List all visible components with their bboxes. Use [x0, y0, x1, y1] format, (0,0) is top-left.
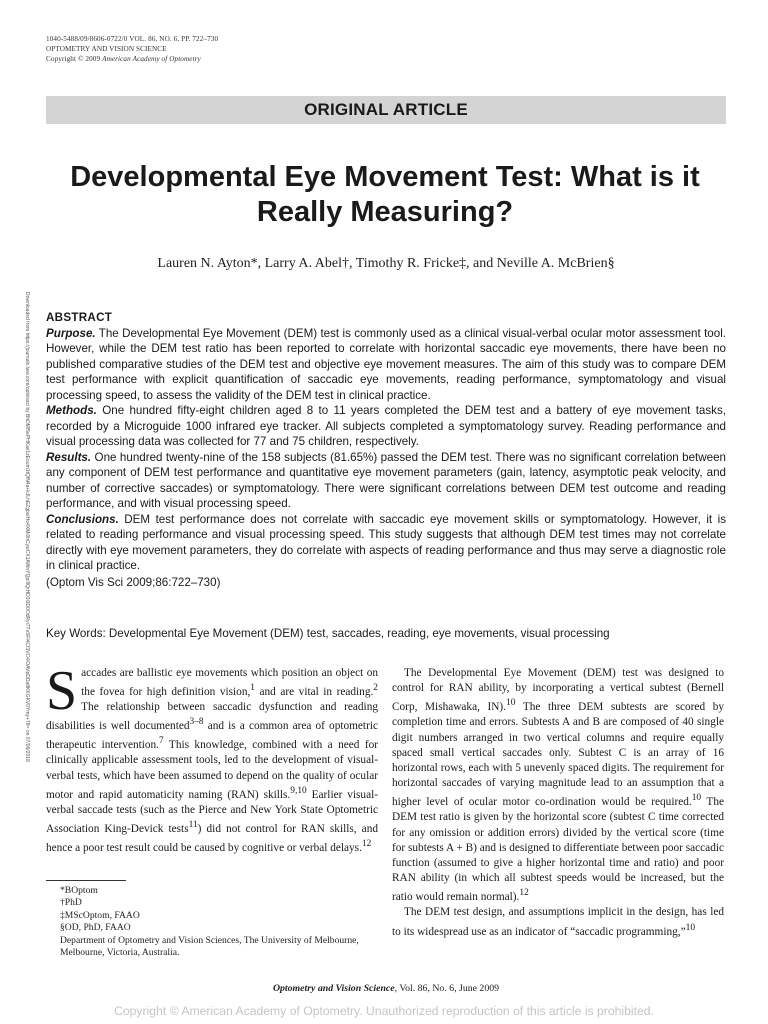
- footnote-2: †PhD: [60, 897, 82, 909]
- purpose-label: Purpose.: [46, 326, 96, 340]
- text-run: ) did not control for RAN skills, and hence a poor test result could be caused by cognitive or verbal delays.: [46, 822, 378, 854]
- article-type-label: ORIGINAL ARTICLE: [304, 100, 468, 119]
- article-title: [40, 160, 730, 230]
- text-run: accades are ballistic eye movements which position an object on the fovea for high definition vision,: [81, 667, 378, 698]
- ref-superscript: 2: [373, 683, 378, 694]
- author-list: Lauren N. Ayton*, Larry A. Abel†, Timothy R. Fricke‡, and Neville A. McBrien§: [157, 256, 615, 271]
- intro-paragraph: [46, 660, 379, 856]
- footnote-1: *BOptom: [60, 885, 98, 896]
- ref-superscript: 12: [519, 888, 529, 899]
- article-title-line1: Developmental Eye Movement Test: What is it: [70, 161, 700, 193]
- abstract: [46, 310, 726, 590]
- footer-issue: , Vol. 86, No. 6, June 2009: [394, 983, 500, 994]
- keywords: Key Words: Developmental Eye Movement (DEM) test, saccades, reading, eye movements, visual processing: [46, 627, 610, 640]
- text-run: The relationship between saccadic dysfunction and reading disabilities is well documented: [46, 701, 378, 733]
- body-left-column: [46, 660, 379, 856]
- abstract-citation: (Optom Vis Sci 2009;86:722–730): [46, 575, 221, 589]
- abstract-results: [46, 450, 726, 512]
- ref-superscript: 9,10: [290, 785, 307, 796]
- purpose-text: The Developmental Eye Movement (DEM) test is commonly used as a clinical visual-verbal ocular motor assessment tool. However, while the DEM test ratio has been reported to correlate with horizontal saccadic eye movements, there have been no published comparative studies of the DEM test and objective eye movement measures. The aim of this study was to compare DEM test performance with explicit quantification of saccadic eye movements, reading performance, symptomatology and visual processing speed, to assess the validity of the DEM test in clinical practice.: [46, 326, 726, 402]
- article-title-line2: Really Measuring?: [256, 196, 514, 228]
- footnote-4: §OD, PhD, FAAO: [60, 922, 131, 934]
- ref-superscript: 10: [685, 922, 696, 933]
- journal-header: [46, 34, 218, 64]
- footnote-rule: [46, 880, 126, 881]
- ref-superscript: 10: [691, 793, 702, 804]
- conclusions-text: DEM test performance does not correlate with saccadic eye movement skills or symptomatology. However, it is related to reading performance and visual processing speed. This study suggests that although DEM test times may not correlate directly with eye movement parameters, they do correlate with aspects of reading performance and thus may serve a diagnostic role in clinical practice.: [46, 512, 726, 572]
- page-footer: [46, 983, 726, 994]
- text-run: This knowledge, combined with a need for clinically applicable assessment tools, led to the development of visual-verbal tests, which have been assumed to depend on the quality of ocular motor and rapid automaticity naming (RAN) skills.: [46, 739, 379, 801]
- methods-label: Methods.: [46, 404, 97, 417]
- copyright-watermark: Copyright © American Academy of Optometry. Unauthorized reproduction of this article is prohibited.: [114, 1004, 654, 1018]
- text-run: Earlier visual-verbal saccade tests (such as the Pierce and New York State Optometric Association King-Devick tests: [46, 788, 378, 835]
- abstract-methods: [46, 403, 726, 450]
- ref-superscript: 11: [188, 819, 198, 830]
- text-run: and is a common area of optometric therapeutic intervention.: [46, 720, 378, 752]
- text-run: The Developmental Eye Movement (DEM) test was designed to control for RAN ability, by incorporating a vertical subtest (Bernell Corp, Mishawaka, IN).: [392, 667, 724, 714]
- text-run: The DEM test design, and assumptions implicit in the design, has led to its widespread use as an indicator of “saccadic programming,”: [392, 906, 724, 938]
- text-run: and are vital in reading.: [255, 685, 374, 698]
- results-label: Results.: [46, 450, 92, 464]
- dem-paragraph: [392, 666, 724, 905]
- footnote-affiliation: Department of Optometry and Vision Sciences, The University of Melbourne, Melbourne, Victoria, Australia.: [60, 934, 359, 959]
- text-run: The three DEM subtests are scored by completion time and errors. Subtests A and B are composed of 40 single digit numbers arranged in two vertical columns and require equally spaced small vertical saccades only. Subtest C is an array of 16 horizontal rows, each with 5 unevenly spaced digits. The requirement for horizontal saccades of varying magnitude lead to an assumption that a higher level of ocular motor co-ordination would be required.: [392, 701, 724, 809]
- abstract-purpose: [46, 326, 726, 404]
- copyright-prefix: Copyright © 2009: [46, 55, 103, 63]
- body-right-column: [392, 666, 724, 940]
- ref-superscript: 1: [250, 683, 255, 694]
- ref-superscript: 7: [159, 736, 164, 747]
- conclusions-label: Conclusions.: [46, 512, 119, 526]
- journal-header-line3: [46, 54, 218, 64]
- ref-superscript: 12: [361, 838, 372, 849]
- results-text: One hundred twenty-nine of the 158 subjects (81.65%) passed the DEM test. There was no significant correlation between any component of DEM test performance and quantitative eye movement parameters (gain, latency, asymptotic peak velocity, and number of corrective saccades) or symptomatology. There were significant correlations between DEM test outcome and reading performance, and with visual processing speed.: [46, 450, 726, 510]
- download-sidebar-text: Downloaded from https://journals.lww.com/optvissci by BhDMf5ePHKav1zEoum1tQfN4a+kJLhEZgbsIHo4XMi0hCywCX1AWnYQp/IlQrHD3i3D0OdRyi7TvSFl4Cf3VC4/OAVpDDa8KKGKV0Ymy+78= on 07/06/2018: [24, 292, 30, 762]
- drop-cap: S: [46, 660, 78, 722]
- footer-journal: Optometry and Vision Science: [272, 983, 395, 994]
- journal-header-line1: 1040-5488/09/8606-0722/0 VOL. 86, NO. 6, PP. 722–730: [46, 35, 219, 43]
- journal-header-line2: OPTOMETRY AND VISION SCIENCE: [46, 45, 167, 53]
- abstract-conclusions: [46, 512, 726, 574]
- author-footnotes: [46, 885, 378, 959]
- footnote-3: ‡MScOptom, FAAO: [60, 909, 140, 921]
- copyright-holder: American Academy of Optometry: [102, 55, 201, 63]
- text-run: The DEM test ratio is given by the horizontal score (subtest C time corrected for any omission or addition errors) divided by the vertical score (time for subtests A + B) and is designed to differentiate between poor saccadic function (assumed to give a higher horizontal time and ratio) and poor RAN ability (in which all subtest speeds would be increased, but the ratio would remain normal).: [392, 796, 724, 904]
- article-type-banner: [46, 96, 726, 124]
- methods-text: One hundred fifty-eight children aged 8 to 11 years completed the DEM test and a battery of eye movement tasks, recorded by a Microguide 1000 infrared eye tracker. All subjects completed a symptomatology survey. Reading performance and visual processing data was collected for 77 and 75 children, respectively.: [46, 404, 726, 448]
- ref-superscript: 3–8: [189, 717, 204, 728]
- abstract-heading: ABSTRACT: [46, 311, 113, 324]
- dem-design-paragraph: [392, 905, 724, 939]
- ref-superscript: 10: [506, 698, 516, 709]
